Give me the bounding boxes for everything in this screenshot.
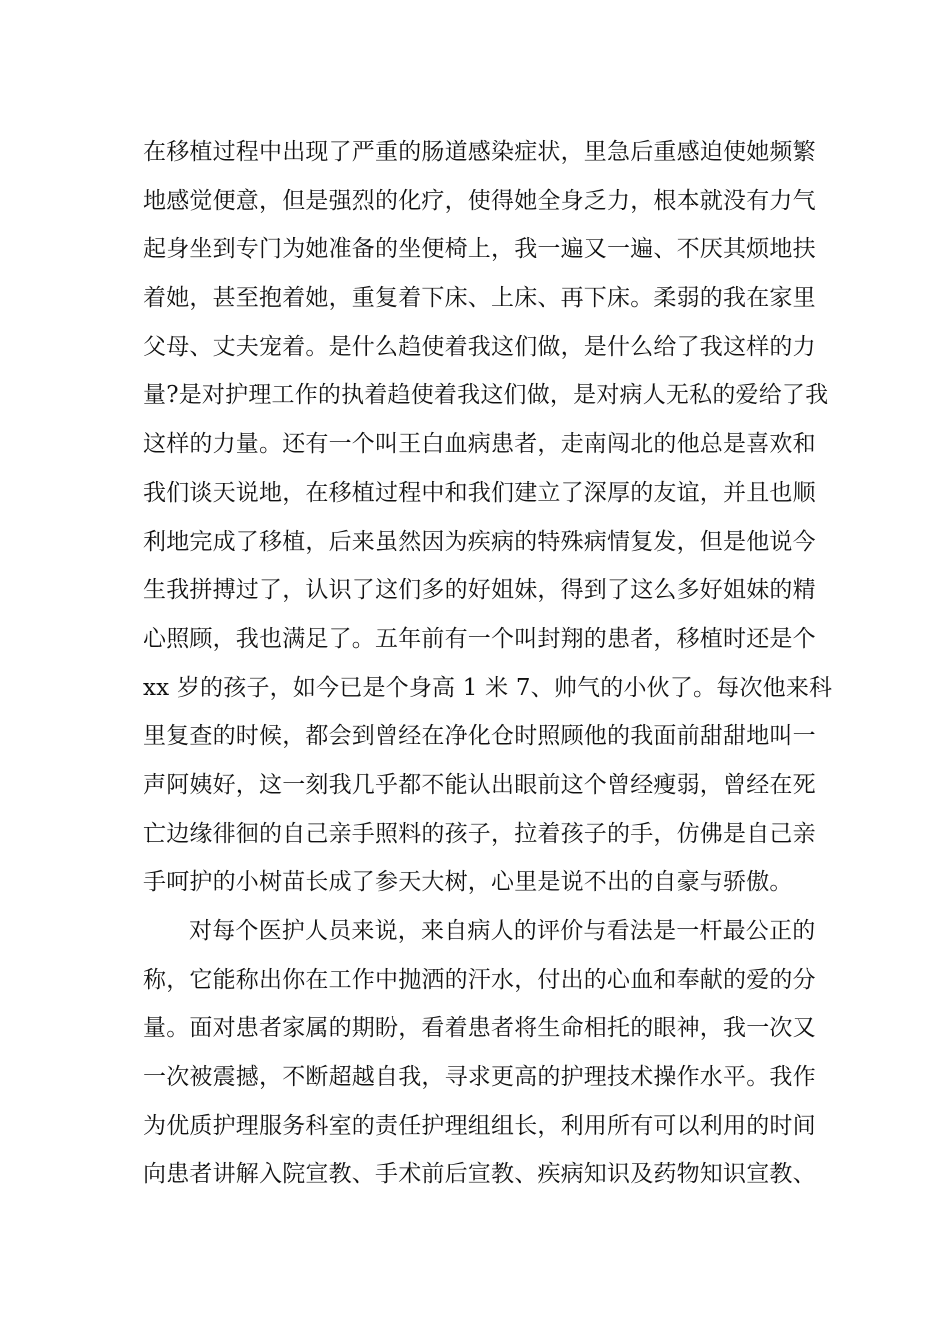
text-line: 手呵护的小树苗长成了参天大树，心里是说不出的自豪与骄傲。 <box>143 869 793 896</box>
text-line: 里复查的时候，都会到曾经在净化仓时照顾他的我面前甜甜地叫一 <box>143 723 816 750</box>
text-line: 向患者讲解入院宣教、手术前后宣教、疾病知识及药物知识宣教、 <box>143 1161 816 1188</box>
text-line: 地感觉便意，但是强烈的化疗，使得她全身乏力，根本就没有力气 <box>143 187 816 214</box>
text-line: 心照顾，我也满足了。五年前有一个叫封翔的患者，移植时还是个 <box>143 625 816 652</box>
text-line: 称，它能称出你在工作中抛洒的汗水，付出的心血和奉献的爱的分 <box>143 966 816 993</box>
text-line: 这样的力量。还有一个叫王白血病患者，走南闯北的他总是喜欢和 <box>143 431 816 458</box>
text-line: 我们谈天说地，在移植过程中和我们建立了深厚的友谊，并且也顺 <box>143 479 816 506</box>
text-line: 声阿姨好，这一刻我几乎都不能认出眼前这个曾经瘦弱，曾经在死 <box>143 771 816 798</box>
text-line: 量?是对护理工作的执着趋使着我这们做，是对病人无私的爱给了我 <box>143 382 829 409</box>
text-line: 利地完成了移植，后来虽然因为疾病的特殊病情复发，但是他说今 <box>143 528 816 555</box>
text-line: 着她，甚至抱着她，重复着下床、上床、再下床。柔弱的我在家里 <box>143 285 816 312</box>
text-line: 一次被震撼，不断超越自我，寻求更高的护理技术操作水平。我作 <box>143 1064 816 1091</box>
text-line: 父母、丈夫宠着。是什么趋使着我这们做，是什么给了我这样的力 <box>143 333 816 360</box>
body-text <box>143 128 833 1199</box>
text-line: 亡边缘徘徊的自己亲手照料的孩子，拉着孩子的手，仿佛是自己亲 <box>143 820 816 847</box>
text-line: 生我拼搏过了，认识了这们多的好姐妹，得到了这么多好姐妹的精 <box>143 577 816 604</box>
text-line: 量。面对患者家属的期盼，看着患者将生命相托的眼神，我一次又 <box>143 1015 816 1042</box>
text-line: 为优质护理服务科室的责任护理组组长，利用所有可以利用的时间 <box>143 1112 816 1139</box>
text-line: 起身坐到专门为她准备的坐便椅上，我一遍又一遍、不厌其烦地扶 <box>143 236 816 263</box>
text-line: xx 岁的孩子，如今已是个身高 1 米 7、帅气的小伙了。每次他来科 <box>143 674 833 701</box>
text-line: 在移植过程中出现了严重的肠道感染症状，里急后重感迫使她频繁 <box>143 139 816 165</box>
text-line: 对每个医护人员来说，来自病人的评价与看法是一杆最公正的 <box>189 918 816 944</box>
